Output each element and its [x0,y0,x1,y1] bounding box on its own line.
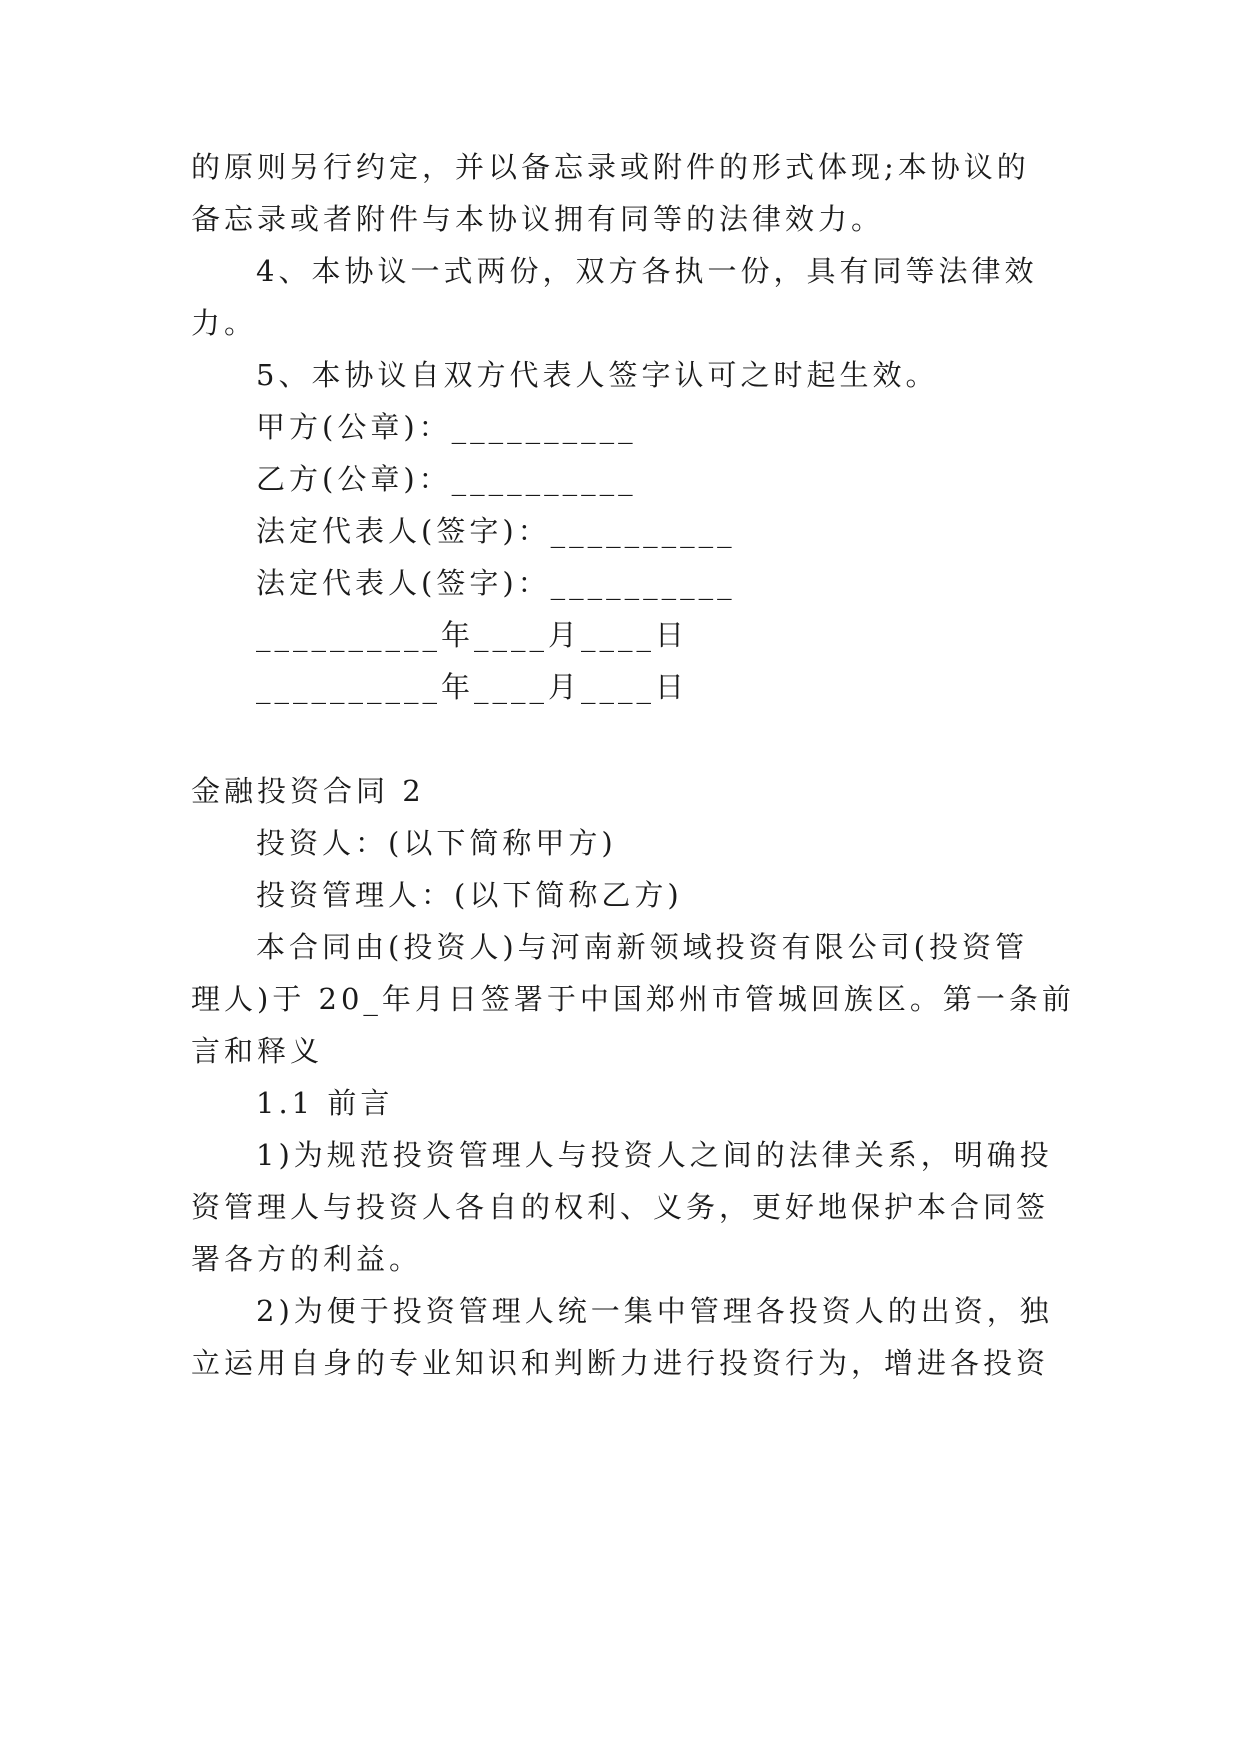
party-a-seal-line: 甲方(公章)：__________ [256,410,637,444]
intro-line: 言和释义 [191,1034,324,1068]
manager-line: 投资管理人：(以下简称乙方) [256,878,683,912]
paragraph-line: 的原则另行约定，并以备忘录或附件的形式体现;本协议的 [191,150,1030,184]
clause-4-line: 4、本协议一式两份，双方各执一份，具有同等法律效 [256,254,1038,288]
date-line: __________年____月____日 [256,670,689,704]
contract-title: 金融投资合同 2 [191,774,425,808]
paragraph-1-line: 资管理人与投资人各自的权利、义务，更好地保护本合同签 [191,1190,1050,1224]
intro-line: 理人)于 20_年月日签署于中国郑州市管城回族区。第一条前 [191,982,1075,1016]
paragraph-line: 备忘录或者附件与本协议拥有同等的法律效力。 [191,202,885,236]
date-line: __________年____月____日 [256,618,689,652]
clause-5: 5、本协议自双方代表人签字认可之时起生效。 [256,358,939,392]
paragraph-1-line: 署各方的利益。 [191,1242,423,1276]
clause-4-line: 力。 [191,306,258,340]
intro-line: 本合同由(投资人)与河南新领域投资有限公司(投资管 [256,930,1028,964]
investor-line: 投资人：(以下简称甲方) [256,826,617,860]
paragraph-2-line: 2)为便于投资管理人统一集中管理各投资人的出资，独 [256,1294,1053,1328]
paragraph-2-line: 立运用自身的专业知识和判断力进行投资行为，增进各投资 [191,1346,1050,1380]
section-heading: 1.1 前言 [256,1086,394,1120]
party-b-seal-line: 乙方(公章)：__________ [256,462,637,496]
paragraph-1-line: 1)为规范投资管理人与投资人之间的法律关系，明确投 [256,1138,1053,1172]
legal-rep-signature-line: 法定代表人(签字)：__________ [256,514,736,548]
legal-rep-signature-line: 法定代表人(签字)：__________ [256,566,736,600]
